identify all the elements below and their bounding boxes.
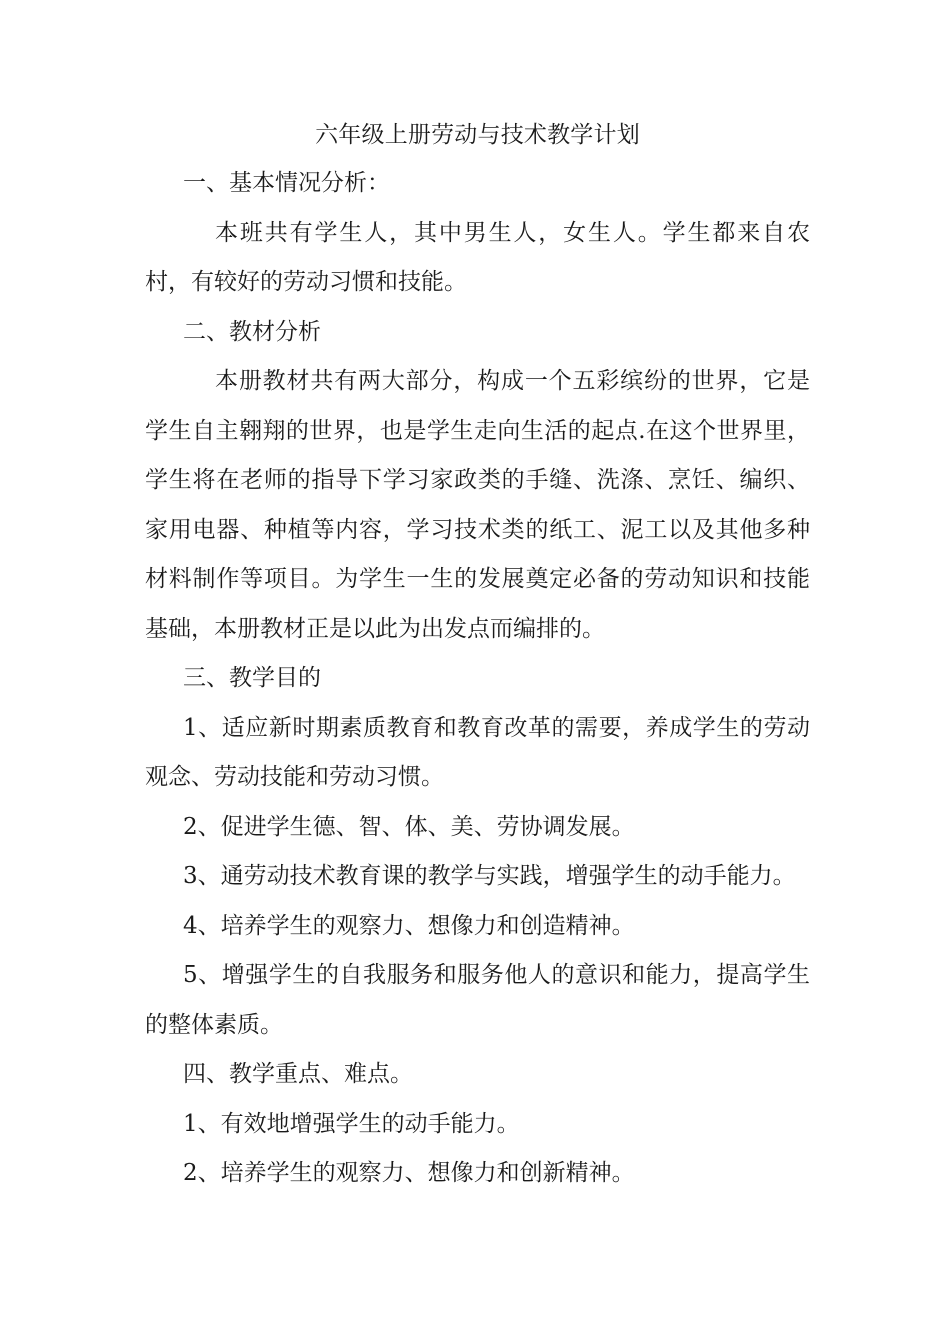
list-item-goal-1: 1、适应新时期素质教育和教育改革的需要，养成学生的劳动观念、劳动技能和劳动习惯。 xyxy=(145,714,810,790)
document-title: 六年级上册劳动与技术教学计划 xyxy=(315,122,640,148)
paragraph-basic-situation: 本班共有学生人，其中男生人，女生人。学生都来自农村，有较好的劳动习惯和技能。 xyxy=(145,219,810,295)
section-heading-textbook-analysis: 二、教材分析 xyxy=(183,318,321,345)
section-heading-key-points: 四、教学重点、难点。 xyxy=(183,1061,413,1087)
list-item-key-point-1: 1、有效地增强学生的动手能力。 xyxy=(183,1110,520,1137)
document-body xyxy=(145,112,810,1199)
list-item-goal-4: 4、培养学生的观察力、想像力和创造精神。 xyxy=(183,912,635,939)
list-item-goal-2: 2、促进学生德、智、体、美、劳协调发展。 xyxy=(183,813,635,840)
list-item-goal-5: 5、增强学生的自我服务和服务他人的意识和能力，提高学生的整体素质。 xyxy=(145,962,810,1038)
paragraph-textbook-analysis: 本册教材共有两大部分，构成一个五彩缤纷的世界，它是学生自主翱翔的世界，也是学生走向生活的起点.在这个世界里，学生将在老师的指导下学习家政类的手缝、洗涤、烹饪、编织、家用电器、种植等内容，学习技术类的纸工、泥工以及其他多种材料制作等项目。为学生一生的发展奠定必备的劳动知识和技能基础，本册教材正是以此为出发点而编排的。 xyxy=(145,368,810,642)
section-heading-basic-situation: 一、基本情况分析： xyxy=(183,170,390,196)
list-item-goal-3: 3、通劳动技术教育课的教学与实践，增强学生的动手能力。 xyxy=(183,863,796,889)
section-heading-teaching-goals: 三、教学目的 xyxy=(183,665,321,691)
list-item-key-point-2: 2、培养学生的观察力、想像力和创新精神。 xyxy=(183,1160,635,1186)
